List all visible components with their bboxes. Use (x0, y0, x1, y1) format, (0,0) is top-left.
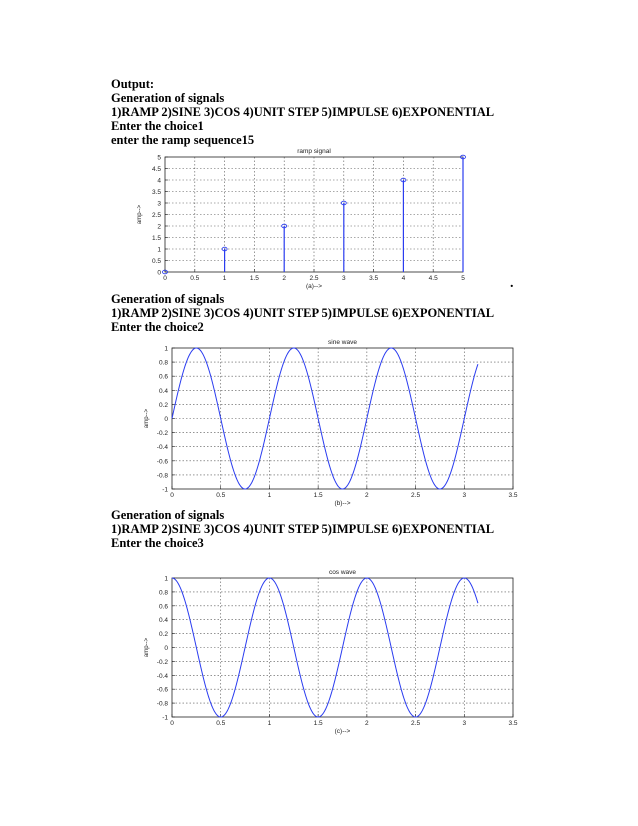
x-tick-label: 3.5 (369, 275, 379, 282)
y-tick-label: 2 (157, 223, 161, 231)
chart-title: cos wave (328, 569, 357, 576)
x-axis-label: (a)--> (305, 283, 323, 290)
output-label: Output: (111, 77, 155, 91)
y-tick-label: -0.6 (156, 458, 168, 466)
y-tick-label: 4.5 (151, 166, 161, 173)
y-tick-label: 0 (164, 416, 168, 423)
x-tick-label: 0.5 (190, 275, 200, 282)
y-tick-label: 1.5 (151, 235, 161, 242)
x-tick-label: 2 (282, 275, 287, 282)
y-tick-label: 0.2 (158, 631, 168, 639)
y-tick-label: 3.5 (151, 189, 161, 196)
x-tick-label: 1.5 (249, 275, 259, 282)
y-tick-label: 0 (164, 645, 168, 652)
y-tick-label: -0.8 (156, 700, 168, 708)
x-tick-label: 3 (341, 275, 346, 282)
x-tick-label: 0.5 (216, 720, 226, 727)
y-tick-label: 0.8 (158, 359, 168, 367)
y-tick-label: 0.2 (158, 401, 168, 409)
y-tick-label: 2.5 (151, 212, 161, 219)
section-1-ramp-input: enter the ramp sequence15 (111, 133, 255, 147)
y-axis-label: amp--> (137, 204, 143, 225)
chart-title: sine wave (328, 339, 357, 346)
x-tick-label: 5 (461, 275, 465, 282)
x-tick-label: 3.5 (508, 492, 518, 499)
y-tick-label: 0.6 (158, 373, 168, 381)
y-tick-label: -0.2 (156, 658, 168, 666)
section-3-prompt: Enter the choice3 (111, 536, 204, 550)
x-tick-label: 1.5 (313, 720, 323, 727)
y-tick-label: 1 (164, 345, 168, 353)
x-tick-label: 0 (163, 275, 167, 282)
x-tick-label: 3 (462, 720, 467, 727)
section-2-menu: 1)RAMP 2)SINE 3)COS 4)UNIT STEP 5)IMPULSE 6)EXPONENTIAL (111, 306, 495, 320)
chart-title: ramp signal (297, 148, 331, 155)
x-tick-label: 0.5 (216, 492, 226, 499)
y-tick-label: 0.5 (151, 258, 161, 265)
y-tick-label: 0.8 (158, 589, 168, 597)
x-tick-label: 4 (401, 275, 406, 282)
section-1-heading: Generation of signals (111, 91, 225, 105)
section-3-menu: 1)RAMP 2)SINE 3)COS 4)UNIT STEP 5)IMPULSE 6)EXPONENTIAL (111, 522, 495, 536)
y-tick-label: -1 (162, 714, 168, 722)
x-tick-label: 2 (365, 720, 369, 727)
y-tick-label: 0 (157, 269, 161, 277)
y-tick-label: 1 (157, 246, 161, 254)
y-tick-label: -1 (162, 486, 168, 494)
y-tick-label: 4 (157, 177, 161, 185)
trailing-dot: . (510, 276, 514, 291)
y-tick-label: -0.4 (156, 672, 168, 680)
y-tick-label: 0.4 (158, 387, 168, 395)
x-tick-label: 3.5 (508, 720, 518, 727)
section-1-prompt: Enter the choice1 (111, 119, 204, 133)
x-axis-label: (c)--> (334, 728, 351, 735)
section-2-heading: Generation of signals (111, 292, 225, 306)
y-tick-label: -0.8 (156, 472, 168, 480)
x-tick-label: 2 (365, 492, 369, 499)
y-axis-label: amp--> (144, 408, 150, 429)
y-tick-label: -0.4 (156, 444, 168, 452)
y-tick-label: 1 (164, 575, 168, 583)
x-tick-label: 1 (267, 720, 272, 727)
section-3-heading: Generation of signals (111, 508, 225, 522)
x-axis-label: (b)--> (334, 500, 351, 507)
x-tick-label: 3 (462, 492, 467, 499)
section-1-menu: 1)RAMP 2)SINE 3)COS 4)UNIT STEP 5)IMPULSE 6)EXPONENTIAL (111, 105, 495, 119)
y-axis-label: amp--> (144, 637, 150, 658)
y-tick-label: 0.6 (158, 603, 168, 611)
x-tick-label: 0 (170, 492, 174, 499)
x-tick-label: 2.5 (411, 720, 421, 727)
x-tick-label: 4.5 (428, 275, 438, 282)
section-2-prompt: Enter the choice2 (111, 320, 204, 334)
x-tick-label: 0 (170, 720, 174, 727)
y-tick-label: -0.6 (156, 686, 168, 694)
y-tick-label: 3 (157, 200, 161, 208)
x-tick-label: 1 (267, 492, 272, 499)
x-tick-label: 2.5 (411, 492, 421, 499)
y-tick-label: 0.4 (158, 617, 168, 625)
y-tick-label: -0.2 (156, 430, 168, 438)
x-tick-label: 1.5 (313, 492, 323, 499)
x-tick-label: 1 (222, 275, 227, 282)
x-tick-label: 2.5 (309, 275, 319, 282)
y-tick-label: 5 (157, 154, 161, 162)
